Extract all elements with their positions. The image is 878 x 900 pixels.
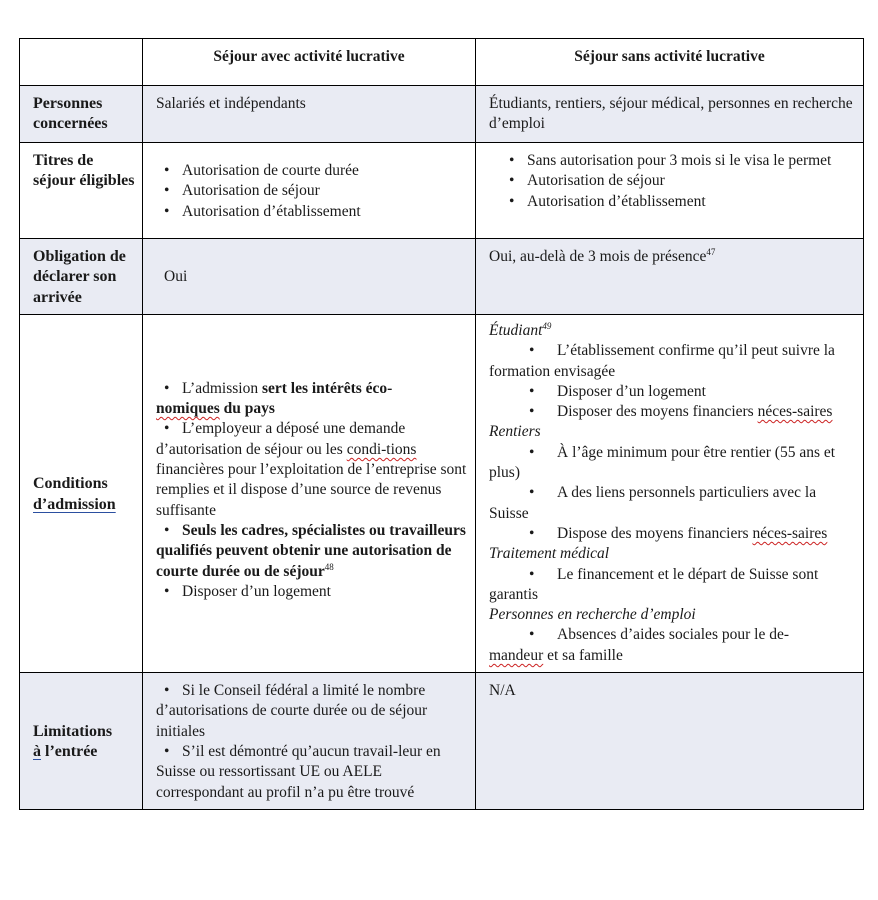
footnote-ref: 47 [706, 246, 716, 257]
comparison-table [19, 38, 864, 810]
list-item: • Disposer d’un logement [164, 582, 331, 600]
header-row [20, 39, 864, 86]
list-item: • Autorisation d’établissement [509, 192, 706, 210]
list-item: • Disposer d’un logement [529, 382, 706, 400]
cell-personnes-with: Salariés et indépendants [143, 86, 476, 143]
row-label: Obligation de déclarer son arrivée [20, 239, 143, 315]
category-label: Traitement médical [489, 545, 610, 563]
cell-conditions-with [143, 315, 476, 673]
cell-conditions-without [476, 315, 864, 673]
row-label: Limitations à l’entrée [20, 673, 143, 810]
list-item: • Disposer des moyens financiers néces-saires [529, 403, 833, 421]
list-item: • Si le Conseil fédéral a limité le nombre d’autorisations de courte durée ou de séjour initiales [156, 682, 428, 740]
row-obligation [20, 239, 864, 315]
footnote-ref: 48 [324, 561, 334, 572]
column-header-without-activity: Séjour sans activité lucrative [476, 39, 864, 86]
list-item: • A des liens personnels particuliers avec la Suisse [489, 484, 817, 522]
list-item: • Dispose des moyens financiers néces-saires [529, 524, 828, 542]
category-label: Étudiant$^{49}$ [489, 320, 552, 339]
cell-limitations-with [143, 673, 476, 810]
cell-limitations-without: N/A [476, 673, 864, 810]
list-item: • Autorisation de courte durée [164, 162, 359, 179]
cell-obligation-with: Oui [143, 239, 476, 315]
cell-titres-with [143, 143, 476, 239]
corner-cell [20, 39, 143, 86]
row-label: Personnes concernées [20, 86, 143, 143]
cell-titres-without [476, 143, 864, 239]
list-item: • Sans autorisation pour 3 mois si le visa le permet [509, 152, 832, 169]
list-item: • S’il est démontré qu’aucun travail-leur en Suisse ou ressortissant UE ou AELE correspondant au profil n’a pu être trouvé [156, 742, 441, 801]
row-label: Conditions d’admission [20, 315, 143, 673]
list-item: • L’établissement confirme qu’il peut suivre la formation envisagée [489, 342, 835, 380]
list-item: • Autorisation de séjour [509, 172, 665, 190]
column-header-with-activity: Séjour avec activité lucrative [143, 39, 476, 86]
list-item: • Autorisation de séjour [164, 182, 320, 200]
row-conditions [20, 315, 864, 673]
cell-obligation-without: Oui, au-delà de 3 mois de présence$^{47}$ [476, 239, 864, 315]
row-label: Titres de séjour éligibles [20, 143, 143, 239]
list-item: • Seuls les cadres, spécialistes ou travailleurs qualifiés peuvent obtenir une autorisation de courte durée ou de séjour$^{48}$ [156, 521, 466, 580]
footnote-ref: 49 [542, 320, 552, 331]
list-item: • L’admission sert les intérêts éco- nomiques du pays [156, 379, 393, 418]
list-item: • Absences d’aides sociales pour le de- mandeur et sa famille [489, 626, 789, 664]
row-limitations [20, 673, 864, 810]
list-item: • À l’âge minimum pour être rentier (55 ans et plus) [489, 443, 836, 482]
list-item: • L’employeur a déposé une demande d’autorisation de séjour ou les condi-tions financières pour l’exploitation de l’entreprise sont remplies et il dispose d’une source de revenus suffisante [156, 420, 467, 519]
list-item: • Autorisation d’établissement [164, 202, 361, 220]
row-titres [20, 143, 864, 239]
category-label: Personnes en recherche d’emploi [489, 606, 696, 624]
list-item: • Le financement et le départ de Suisse sont garantis [489, 565, 819, 603]
cell-personnes-without: Étudiants, rentiers, séjour médical, personnes en recherche d’emploi [476, 86, 864, 143]
category-label: Rentiers [489, 423, 541, 441]
row-personnes [20, 86, 864, 143]
